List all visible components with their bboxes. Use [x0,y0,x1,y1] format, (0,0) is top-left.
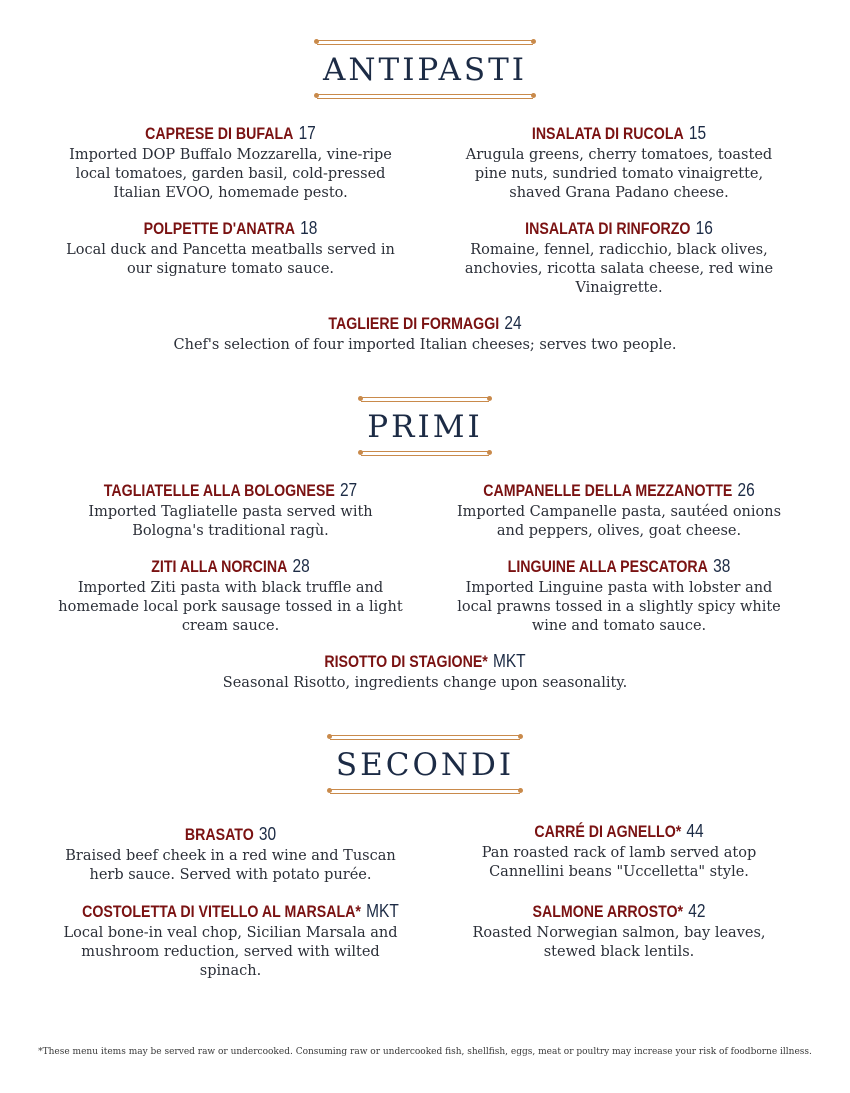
item-price: 18 [300,218,318,238]
menu-item [460,218,778,298]
item-price: 44 [686,821,704,841]
title-rule-bottom [317,94,533,99]
menu-item [448,901,790,962]
item-name: LINGUINE ALLA PESCATORA [507,558,708,576]
menu-item [448,480,790,541]
item-price: 38 [713,556,731,576]
item-name: TAGLIATELLE ALLA BOLOGNESE [103,482,335,500]
item-description: Braised beef cheek in a red wine and Tuscan herb sauce. Served with potato purée. [65,848,396,883]
menu-item [58,480,403,541]
menu-item [448,123,790,203]
item-description: Local duck and Pancetta meatballs served in our signature tomato sauce. [66,242,395,277]
item-name: COSTOLETTA DI VITELLO AL MARSALA* [82,903,361,921]
item-name: INSALATA DI RINFORZO [525,220,691,238]
item-price: 17 [298,123,316,143]
item-name: CARRÉ DI AGNELLO* [534,823,682,841]
section-title-primi [0,397,850,456]
item-price: 26 [737,480,755,500]
item-description: Romaine, fennel, radicchio, black olives, anchovies, ricotta salata cheese, red wine Vinaigrette. [464,242,774,296]
item-price: 15 [688,123,707,143]
menu-item [100,313,750,355]
title-rule-top [317,40,533,45]
item-price: MKT [492,651,526,671]
section-heading: PRIMI [367,409,483,445]
item-price: 27 [339,480,358,500]
item-description: Roasted Norwegian salmon, bay leaves, stewed black lentils. [472,925,766,960]
item-name: BRASATO [184,826,254,844]
menu-item [100,651,750,693]
item-description: Local bone-in veal chop, Sicilian Marsala and mushroom reduction, served with wilted spinach. [63,925,398,979]
menu-item [448,556,790,636]
item-description: Arugula greens, cherry tomatoes, toasted pine nuts, sundried tomato vinaigrette, shaved Grana Padano cheese. [465,147,773,201]
item-description: Pan roasted rack of lamb served atop Cannellini beans "Uccelletta" style. [481,845,757,880]
item-description: Imported Linguine pasta with lobster and local prawns tossed in a slightly spicy white wine and tomato sauce. [457,580,781,634]
item-description: Imported Tagliatelle pasta served with Bologna's traditional ragù. [88,504,373,539]
item-description: Imported DOP Buffalo Mozzarella, vine-ripe local tomatoes, garden basil, cold-pressed Italian EVOO, homemade pesto. [69,147,392,201]
disclaimer-footnote: *These menu items may be served raw or undercooked. Consuming raw or undercooked fish, shellfish, eggs, meat or poultry may increase your risk of foodborne illness. [38,1047,812,1057]
item-name: POLPETTE D'ANATRA [143,220,295,238]
item-description: Imported Ziti pasta with black truffle and homemade local pork sausage tossed in a light cream sauce. [58,580,403,634]
menu-item [58,556,403,636]
title-rule-bottom [330,789,520,794]
item-price: 24 [504,313,522,333]
item-name: SALMONE ARROSTO* [532,903,684,921]
title-rule-top [330,735,520,740]
menu-item [448,821,790,882]
item-name: INSALATA DI RUCOLA [531,125,684,143]
item-name: CAPRESE DI BUFALA [145,125,294,143]
item-description: Chef's selection of four imported Italian cheeses; serves two people. [173,337,677,353]
item-price: 42 [688,901,706,921]
menu-item [58,218,403,279]
item-price: MKT [366,901,399,921]
item-name: ZITI ALLA NORCINA [151,558,288,576]
item-name: CAMPANELLE DELLA MEZZANOTTE [483,482,733,500]
section-title-secondi [0,735,850,794]
section-heading: ANTIPASTI [323,52,527,88]
menu-item [58,123,403,203]
item-price: 30 [258,824,277,844]
section-heading: SECONDI [335,747,515,783]
item-price: 28 [292,556,310,576]
item-name: RISOTTO DI STAGIONE* [324,653,488,671]
title-rule-bottom [361,451,488,456]
title-rule-top [361,397,488,402]
item-description: Imported Campanelle pasta, sautéed onions and peppers, olives, goat cheese. [456,504,782,539]
menu-item [58,901,403,981]
item-price: 16 [695,218,713,238]
section-title-antipasti [0,40,850,99]
item-description: Seasonal Risotto, ingredients change upon seasonality. [222,675,628,691]
menu-item [58,824,403,885]
item-name: TAGLIERE DI FORMAGGI [328,315,500,333]
